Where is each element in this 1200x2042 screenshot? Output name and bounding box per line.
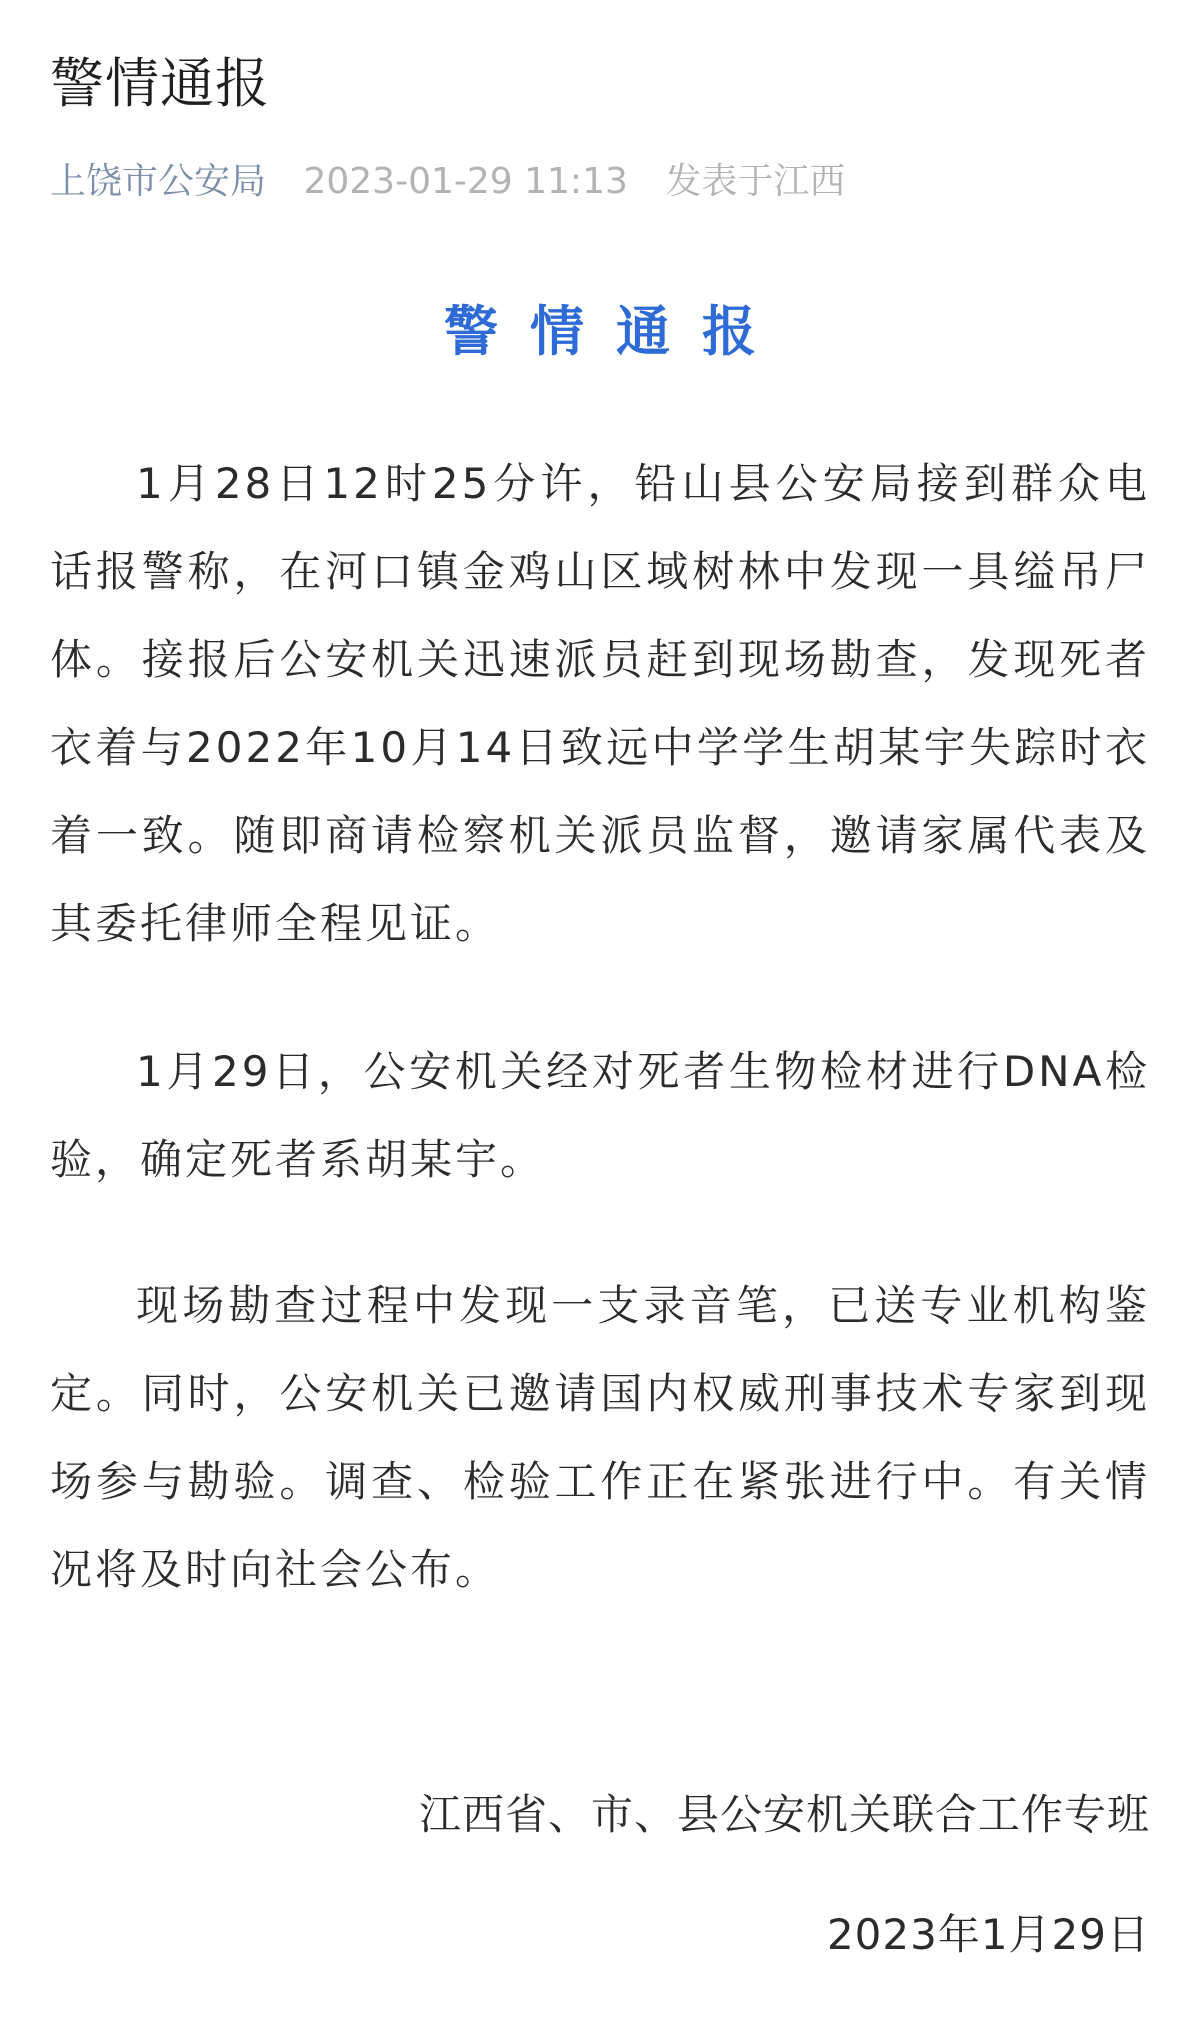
article-title: 警情通报 xyxy=(50,52,270,115)
paragraph-text: 现场勘查过程中发现一支录音笔，已送专业机构鉴定。同时，公安机关已邀请国内权威刑事技术专家到现场参与勘验。调查、检验工作正在紧张进行中。有关情况将及时向社会公布。 xyxy=(50,1281,1150,1594)
notice-paragraph-3 xyxy=(50,1262,1150,1614)
paragraph-text: 1月28日12时25分许，铅山县公安局接到群众电话报警称，在河口镇金鸡山区域树林中发现一具缢吊尸体。接报后公安机关迅速派员赶到现场勘查，发现死者衣着与2022年10月14日致远中学学生胡某宇失踪时衣着一致。随即商请检察机关派员监督，邀请家属代表及其委托律师全程见证。 xyxy=(50,459,1150,948)
publish-location: 发表于江西 xyxy=(665,161,846,202)
account-name-link[interactable]: 上饶市公安局 xyxy=(50,161,267,202)
article-meta xyxy=(50,160,845,203)
signature-date: 2023年1月29日 xyxy=(826,1910,1150,1959)
paragraph-text: 1月29日，公安机关经对死者生物检材进行DNA检验，确定死者系胡某宇。 xyxy=(50,1047,1150,1184)
notice-paragraph-2 xyxy=(50,1028,1150,1204)
notice-paragraph-1 xyxy=(50,440,1150,968)
signature: 江西省、市、县公安机关联合工作专班 xyxy=(418,1790,1150,1839)
publish-time: 2023-01-29 11:13 xyxy=(303,161,628,202)
notice-heading: 警情通报 xyxy=(444,300,788,363)
